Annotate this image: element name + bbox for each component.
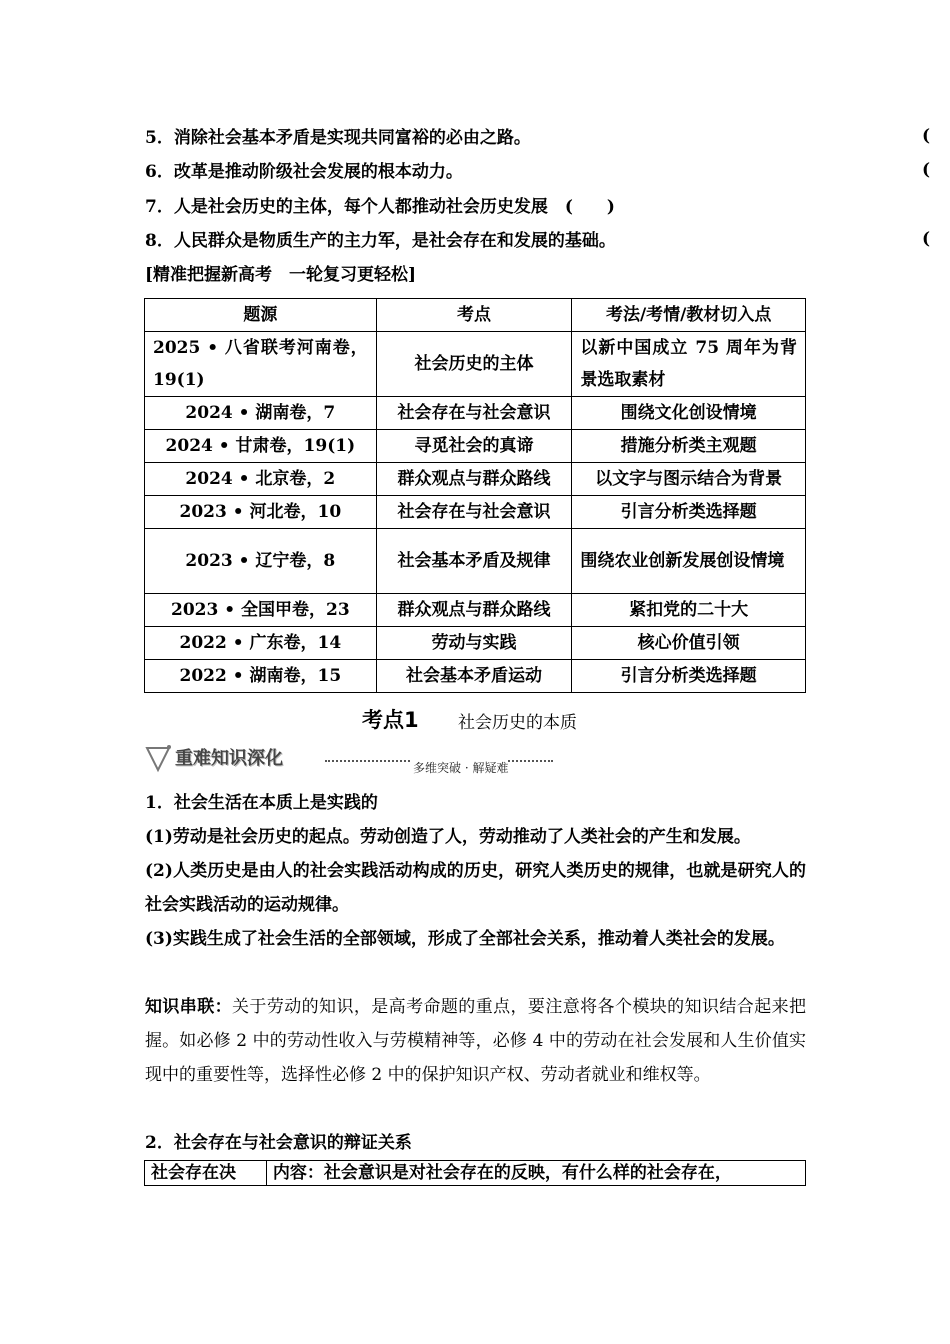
table-cell: 2025 • 八省联考河南卷，19(1) — [145, 332, 377, 397]
table-cell: 以新中国成立 75 周年为背景选取素材 — [572, 332, 806, 397]
table-cell: 2023 • 河北卷，10 — [145, 496, 377, 529]
section-banner — [145, 742, 545, 776]
table-cell: 群众观点与群众路线 — [376, 463, 572, 496]
table-cell: 劳动与实践 — [376, 627, 572, 660]
table-cell: 核心价值引领 — [572, 627, 806, 660]
table-cell: 2024 • 甘肃卷，19(1) — [145, 430, 377, 463]
knowledge-note-text: 关于劳动的知识，是高考命题的重点，要注意将各个模块的知识结合起来把握。如必修 2 中的劳动性收入与劳模精神等，必修 4 中的劳动在社会发展和人生价值实现中的重要性等，选择性必修 2 中的保护知识产权、劳动者就业和维权等。 — [145, 997, 807, 1085]
banner-title: 重难知识深化 — [175, 748, 283, 769]
question-7: 7．人是社会历史的主体，每个人都推动社会历史发展 ( ) — [145, 197, 615, 217]
question-6: 6．改革是推动阶级社会发展的根本动力。 — [145, 162, 463, 182]
kaodian-label: 考点1 — [362, 708, 419, 732]
table-cell: 社会基本矛盾及规律 — [376, 529, 572, 594]
question-5: 5．消除社会基本矛盾是实现共同富裕的必由之路。 — [145, 128, 531, 148]
table-cell: 围绕农业创新发展创设情境 — [572, 529, 806, 594]
question-5-paren: ( — [922, 126, 931, 146]
table-cell: 寻觅社会的真谛 — [376, 430, 572, 463]
table-cell: 引言分析类选择题 — [572, 496, 806, 529]
table-cell: 2022 • 广东卷，14 — [145, 627, 377, 660]
table-cell: 社会历史的主体 — [376, 332, 572, 397]
table-row — [145, 660, 806, 693]
kaodian-title: 社会历史的本质 — [458, 713, 577, 733]
table-row — [145, 332, 806, 397]
table-cell: 2023 • 全国甲卷，23 — [145, 594, 377, 627]
question-8: 8．人民群众是物质生产的主力军，是社会存在和发展的基础。 — [145, 231, 616, 251]
content-paragraph-1: (1)劳动是社会历史的起点。劳动创造了人，劳动推动了人类社会的产生和发展。 — [145, 827, 751, 847]
table-cell: 社会基本矛盾运动 — [376, 660, 572, 693]
question-6-paren: ( — [922, 160, 931, 180]
table-header-row — [145, 299, 806, 332]
banner-subtitle: 多维突破 · 解疑难 — [413, 761, 509, 775]
table-cell: 2022 • 湖南卷，15 — [145, 660, 377, 693]
knowledge-note — [145, 990, 806, 1092]
table-row — [145, 397, 806, 430]
table-header: 考点 — [376, 299, 572, 332]
table-row — [145, 627, 806, 660]
table-cell: 引言分析类选择题 — [572, 660, 806, 693]
table-row — [145, 1161, 806, 1186]
banner-triangle-icon — [145, 744, 175, 774]
table-cell: 社会存在决 — [145, 1161, 267, 1186]
content-paragraph-2: (2)人类历史是由人的社会实践活动构成的历史，研究人类历史的规律，也就是研究人的社会实践活动的运动规律。 — [145, 861, 806, 915]
table-cell: 社会存在与社会意识 — [376, 496, 572, 529]
table-cell: 2024 • 湖南卷，7 — [145, 397, 377, 430]
knowledge-note-label: 知识串联： — [145, 997, 233, 1017]
table-cell: 围绕文化创设情境 — [572, 397, 806, 430]
table-cell: 措施分析类主观题 — [572, 430, 806, 463]
dialectic-table — [144, 1160, 806, 1186]
table-cell: 以文字与图示结合为背景 — [572, 463, 806, 496]
exam-source-table — [144, 298, 806, 693]
content-paragraph-3: (3)实践生成了社会生活的全部领域，形成了全部社会关系，推动着人类社会的发展。 — [145, 929, 785, 949]
table-cell: 紧扣党的二十大 — [572, 594, 806, 627]
content-heading-1: 1．社会生活在本质上是实践的 — [145, 793, 378, 813]
table-row — [145, 430, 806, 463]
table-cell: 2024 • 北京卷，2 — [145, 463, 377, 496]
table-header: 题源 — [145, 299, 377, 332]
table-cell: 内容：社会意识是对社会存在的反映，有什么样的社会存在， — [266, 1161, 805, 1186]
table-cell: 群众观点与群众路线 — [376, 594, 572, 627]
table-row — [145, 529, 806, 594]
table-row — [145, 496, 806, 529]
table-row — [145, 594, 806, 627]
table-row — [145, 463, 806, 496]
table-cell: 社会存在与社会意识 — [376, 397, 572, 430]
section-title: [精准把握新高考 一轮复习更轻松] — [145, 265, 417, 285]
question-8-paren: ( — [922, 229, 931, 249]
table-cell: 2023 • 辽宁卷，8 — [145, 529, 377, 594]
table-header: 考法/考情/教材切入点 — [572, 299, 806, 332]
content-heading-2: 2．社会存在与社会意识的辩证关系 — [145, 1133, 412, 1153]
